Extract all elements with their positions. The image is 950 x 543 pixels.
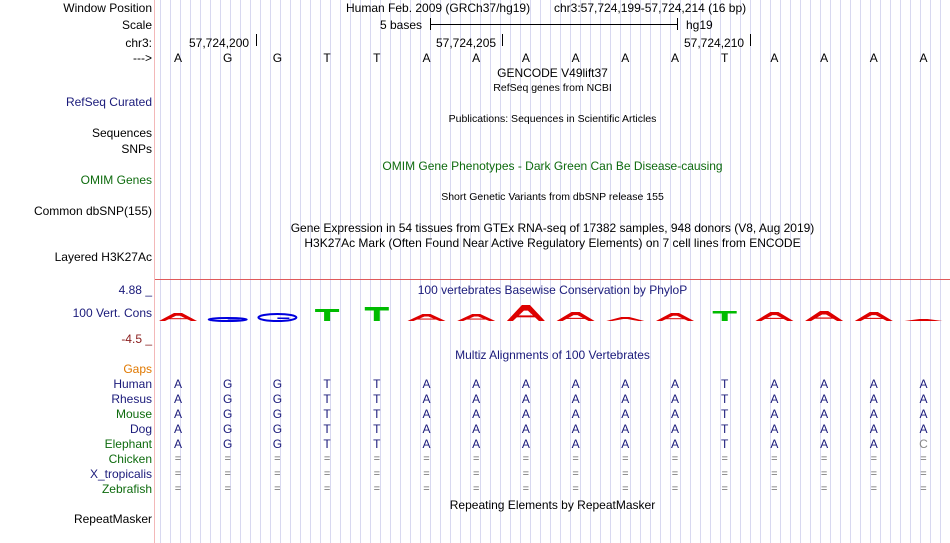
track-label-dbsnp[interactable]: Common dbSNP(155) (33, 204, 152, 218)
alignment-base: = (274, 468, 281, 480)
species-label[interactable]: Chicken (108, 452, 152, 466)
base-letter: A (173, 51, 182, 65)
alignment-base: A (521, 422, 530, 436)
phylop-letter-a (457, 314, 495, 321)
alignment-base: C (919, 437, 928, 451)
phylop-letter-a (606, 317, 644, 321)
alignment-base: G (223, 422, 233, 436)
alignment-base: = (472, 453, 480, 465)
alignment-base: T (373, 422, 381, 436)
coord-label: 57,724,200 (189, 36, 250, 50)
species-label[interactable]: Elephant (104, 437, 152, 451)
alignment-base: A (621, 437, 630, 451)
alignment-base: = (224, 483, 231, 495)
alignment-base: T (373, 377, 381, 391)
alignment-base: = (572, 453, 579, 465)
phylop-letter-g (258, 314, 296, 321)
alignment-base: T (323, 377, 331, 391)
alignment-base: T (373, 437, 381, 451)
alignment-base: A (919, 377, 928, 391)
alignment-base: = (274, 453, 281, 465)
alignment-base: A (770, 407, 779, 421)
phylop-letter-a (557, 312, 595, 321)
alignment-base: A (670, 377, 679, 391)
alignment-base: = (671, 453, 679, 465)
base-letter: A (621, 51, 630, 65)
coord-label: 57,724,205 (436, 36, 497, 50)
alignment-base: G (272, 392, 283, 406)
alignment-base: = (174, 468, 182, 480)
assembly-name: Human Feb. 2009 (GRCh37/hg19) (346, 1, 531, 15)
track-label-h3k27ac[interactable]: Layered H3K27Ac (54, 250, 152, 264)
alignment-base: A (571, 422, 580, 436)
alignment-base: T (323, 392, 331, 406)
alignment-base: A (919, 422, 928, 436)
alignment-base: A (770, 392, 779, 406)
alignment-base: = (771, 453, 778, 465)
alignment-base: = (174, 453, 182, 465)
base-letter: A (869, 51, 878, 65)
alignment-base: A (820, 422, 829, 436)
track-title-phylop: 100 vertebrates Basewise Conservation by PhyloP (417, 283, 688, 297)
alignment-base: = (522, 483, 530, 495)
alignment-base: G (272, 377, 283, 391)
alignment-base: A (422, 407, 431, 421)
alignment-base: = (771, 468, 778, 480)
base-letter: A (670, 51, 679, 65)
alignment-base: A (521, 377, 530, 391)
alignment-base: A (770, 377, 779, 391)
phylop-letter-a (656, 313, 694, 321)
track-title-gtex: Gene Expression in 54 tissues from GTEx RNA-seq of 17382 samples, 948 donors (V8, Aug 2019) (290, 221, 815, 235)
phylop-letter-a (755, 312, 793, 321)
track-title-refseq: RefSeq genes from NCBI (493, 82, 612, 94)
alignment-base: = (572, 468, 579, 480)
alignment-base: A (820, 407, 829, 421)
alignment-base: A (869, 392, 878, 406)
position-readout: chr3:57,724,199-57,724,214 (16 bp) (554, 1, 747, 15)
track-title-omim: OMIM Gene Phenotypes - Dark Green Can Be Disease-causing (382, 159, 723, 173)
alignment-base: = (224, 468, 231, 480)
alignment-base: A (770, 422, 779, 436)
alignment-base: A (173, 407, 182, 421)
alignment-base: A (422, 437, 431, 451)
alignment-base: = (224, 453, 231, 465)
alignment-base: = (472, 468, 480, 480)
alignment-base: A (621, 407, 630, 421)
phylop-max-label: 4.88 _ (118, 283, 152, 297)
alignment-base: = (323, 483, 331, 495)
alignment-base: A (869, 422, 878, 436)
alignment-base: A (571, 377, 580, 391)
db-label: hg19 (686, 18, 713, 32)
alignment-base: = (423, 483, 430, 495)
alignment-base: = (870, 453, 878, 465)
alignment-base: = (622, 468, 629, 480)
track-title-dbsnp: Short Genetic Variants from dbSNP release 155 (441, 191, 664, 203)
alignment-base: G (272, 437, 283, 451)
alignment-base: = (423, 453, 430, 465)
alignment-base: A (670, 407, 679, 421)
alignment-base: A (621, 377, 630, 391)
strand-label[interactable]: ---> (133, 51, 152, 65)
alignment-base: A (173, 437, 182, 451)
alignment-base: = (622, 483, 629, 495)
base-letter: A (422, 51, 431, 65)
coord-label: 57,724,210 (684, 36, 745, 50)
species-label[interactable]: Human (113, 377, 152, 391)
alignment-base: A (770, 437, 779, 451)
alignment-base: A (621, 392, 630, 406)
phylop-letter-a (905, 319, 943, 321)
alignment-base: T (721, 392, 729, 406)
base-letter: T (373, 51, 381, 65)
alignment-base: = (671, 468, 679, 480)
alignment-base: = (721, 483, 728, 495)
alignment-base: = (274, 483, 281, 495)
phylop-min-label: -4.5 _ (121, 332, 152, 346)
alignment-base: G (272, 407, 283, 421)
species-label[interactable]: Rhesus (111, 392, 152, 406)
base-letter: A (571, 51, 580, 65)
phylop-letter-a (408, 314, 446, 321)
alignment-base: A (472, 422, 481, 436)
alignment-base: T (373, 392, 381, 406)
phylop-letter-t (365, 307, 389, 321)
alignment-base: A (521, 437, 530, 451)
track-title-h3k27ac: H3K27Ac Mark (Often Found Near Active Regulatory Elements) on 7 cell lines from ENCODE (304, 236, 801, 250)
alignment-base: = (771, 483, 778, 495)
alignment-base: G (223, 377, 233, 391)
alignment-base: A (820, 392, 829, 406)
alignment-base: = (373, 468, 381, 480)
phylop-letter-a (507, 305, 545, 321)
chrom-label: chr3: (125, 36, 152, 50)
alignment-base: A (919, 407, 928, 421)
alignment-base: = (820, 453, 828, 465)
alignment-base: A (521, 407, 530, 421)
alignment-base: A (422, 377, 431, 391)
base-letter: A (472, 51, 481, 65)
window-position-label[interactable]: Window Position (63, 1, 152, 15)
alignment-base: T (373, 407, 381, 421)
alignment-base: T (721, 377, 729, 391)
alignment-base: = (174, 483, 182, 495)
alignment-base: A (670, 437, 679, 451)
track-label-sequences[interactable]: Sequences (91, 126, 152, 140)
base-letter: A (919, 51, 928, 65)
base-letter: A (521, 51, 530, 65)
alignment-base: T (721, 437, 729, 451)
alignment-base: G (223, 392, 233, 406)
alignment-base: A (472, 407, 481, 421)
alignment-base: A (571, 407, 580, 421)
phylop-letter-t (713, 311, 737, 321)
alignment-base: A (820, 437, 829, 451)
alignment-base: = (522, 453, 530, 465)
alignment-base: = (920, 468, 927, 480)
alignment-base: A (521, 392, 530, 406)
alignment-base: = (622, 453, 629, 465)
alignment-base: A (571, 392, 580, 406)
alignment-base: A (869, 407, 878, 421)
alignment-base: = (423, 468, 430, 480)
alignment-base: A (670, 392, 679, 406)
alignment-base: = (323, 468, 331, 480)
track-title-gencode: GENCODE V49lift37 (497, 66, 608, 80)
alignment-base: = (373, 483, 381, 495)
base-letter: T (323, 51, 331, 65)
base-letter: T (721, 51, 729, 65)
alignment-base: A (422, 422, 431, 436)
track-title-publications: Publications: Sequences in Scientific Articles (448, 113, 657, 125)
alignment-base: = (373, 453, 381, 465)
alignment-base: T (323, 407, 331, 421)
alignment-base: = (721, 468, 728, 480)
alignment-base: = (721, 453, 728, 465)
species-label[interactable]: X_tropicalis (89, 467, 152, 481)
phylop-letter-a (805, 311, 843, 321)
alignment-base: = (522, 468, 530, 480)
alignment-base: = (323, 453, 331, 465)
alignment-base: = (572, 483, 579, 495)
base-letter: G (223, 51, 233, 65)
alignment-base: T (323, 437, 331, 451)
alignment-base: G (272, 422, 283, 436)
phylop-letter-a (855, 312, 893, 321)
track-label-snps[interactable]: SNPs (121, 142, 152, 156)
alignment-base: = (920, 483, 927, 495)
base-letter: A (770, 51, 779, 65)
alignment-base: G (223, 407, 233, 421)
alignment-base: = (870, 483, 878, 495)
alignment-base: G (223, 437, 233, 451)
alignment-base: = (472, 483, 480, 495)
track-title-multiz: Multiz Alignments of 100 Vertebrates (455, 348, 650, 362)
alignment-base: = (920, 453, 927, 465)
alignment-base: T (721, 422, 729, 436)
alignment-base: = (870, 468, 878, 480)
base-letter: A (820, 51, 829, 65)
track-label-phylop[interactable]: 100 Vert. Cons (72, 306, 152, 320)
alignment-base: = (820, 468, 828, 480)
alignment-base: A (173, 377, 182, 391)
phylop-letter-a (159, 313, 197, 321)
alignment-base: A (422, 392, 431, 406)
alignment-base: = (671, 483, 679, 495)
alignment-base: T (323, 422, 331, 436)
alignment-base: A (173, 392, 182, 406)
alignment-base: A (472, 437, 481, 451)
scale-text: 5 bases (380, 18, 423, 32)
scale-label: Scale (121, 18, 152, 32)
alignment-base: A (670, 422, 679, 436)
phylop-letter-t (315, 309, 339, 321)
alignment-base: A (472, 377, 481, 391)
species-label[interactable]: Zebrafish (101, 482, 152, 496)
alignment-base: A (571, 437, 580, 451)
track-label-repeatmasker[interactable]: RepeatMasker (73, 512, 152, 526)
species-label[interactable]: Mouse (115, 407, 152, 421)
base-letter: G (272, 51, 283, 65)
alignment-base: A (621, 422, 630, 436)
alignment-base: A (820, 377, 829, 391)
alignment-base: T (721, 407, 729, 421)
track-label-gaps[interactable]: Gaps (123, 362, 152, 376)
phylop-letter-g (209, 318, 247, 321)
alignment-base: = (820, 483, 828, 495)
alignment-base: A (869, 377, 878, 391)
species-label[interactable]: Dog (129, 422, 152, 436)
alignment-base: A (472, 392, 481, 406)
alignment-base: A (919, 392, 928, 406)
track-label-omim[interactable]: OMIM Genes (80, 173, 152, 187)
alignment-base: A (173, 422, 182, 436)
track-label-refseq[interactable]: RefSeq Curated (65, 95, 152, 109)
track-title-repeatmasker: Repeating Elements by RepeatMasker (449, 498, 656, 512)
alignment-base: A (869, 437, 878, 451)
